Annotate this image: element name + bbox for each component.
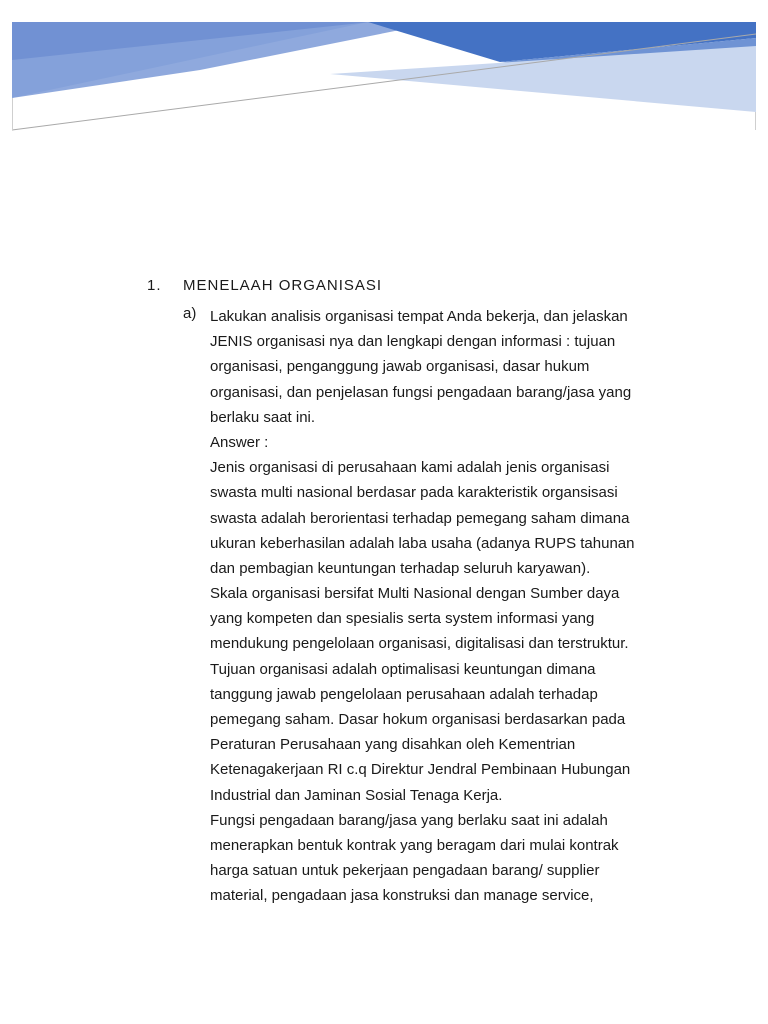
text-line: berlaku saat ini. — [210, 408, 316, 426]
text-line: harga satuan untuk pekerjaan pengadaan barang/ supplier — [210, 862, 600, 880]
section-heading — [147, 276, 382, 296]
text-line: Ketenagakerjaan RI c.q Direktur Jendral Pembinaan Hubungan — [210, 761, 631, 779]
text-line: Fungsi pengadaan barang/jasa yang berlaku saat ini adalah — [210, 811, 608, 829]
text-line: organisasi, dan penjelasan fungsi pengadaan barang/jasa yang — [210, 383, 632, 401]
text-line: menerapkan bentuk kontrak yang beragam dari mulai kontrak — [210, 836, 619, 854]
text-line: material, pengadaan jasa konstruksi dan manage service, — [210, 887, 594, 905]
text-line: JENIS organisasi nya dan lengkapi dengan informasi : tujuan — [210, 333, 616, 351]
text-line: Industrial dan Jaminan Sosial Tenaga Kerja. — [210, 786, 503, 804]
text-line: Jenis organisasi di perusahaan kami adalah jenis organisasi — [210, 459, 610, 477]
text-line: mendukung pengelolaan organisasi, digitalisasi dan terstruktur. — [210, 635, 629, 653]
text-line: swasta multi nasional berdasar pada karakteristik organsisasi — [210, 484, 618, 502]
text-line: Tujuan organisasi adalah optimalisasi keuntungan dimana — [210, 660, 596, 678]
text-line: Skala organisasi bersifat Multi Nasional dengan Sumber daya — [210, 585, 620, 603]
text-line: organisasi, penganggung jawab organisasi, dasar hukum — [210, 358, 590, 376]
list-item-marker: a) — [183, 305, 197, 322]
text-line: pemegang saham. Dasar hokum organisasi berdasarkan pada — [210, 711, 626, 728]
text-line: swasta adalah berorientasi terhadap pemegang saham dimana — [210, 509, 630, 527]
text-line: dan pembagian keuntungan terhadap seluruh karyawan). — [210, 559, 591, 577]
item-body — [210, 304, 670, 909]
header-banner-decoration — [0, 0, 768, 140]
text-line: ukuran keberhasilan adalah laba usaha (adanya RUPS tahunan — [210, 534, 635, 552]
text-line: Peraturan Perusahaan yang disahkan oleh Kementrian — [210, 736, 576, 754]
text-line: yang kompeten dan spesialis serta system informasi yang — [210, 610, 595, 628]
section-number: 1. — [147, 277, 162, 294]
section-title: MENELAAH ORGANISASI — [183, 277, 383, 294]
text-line: Lakukan analisis organisasi tempat Anda bekerja, dan jelaskan — [210, 308, 628, 325]
text-line: tanggung jawab pengelolaan perusahaan adalah terhadap — [210, 685, 598, 703]
answer-label: Answer : — [210, 433, 269, 451]
